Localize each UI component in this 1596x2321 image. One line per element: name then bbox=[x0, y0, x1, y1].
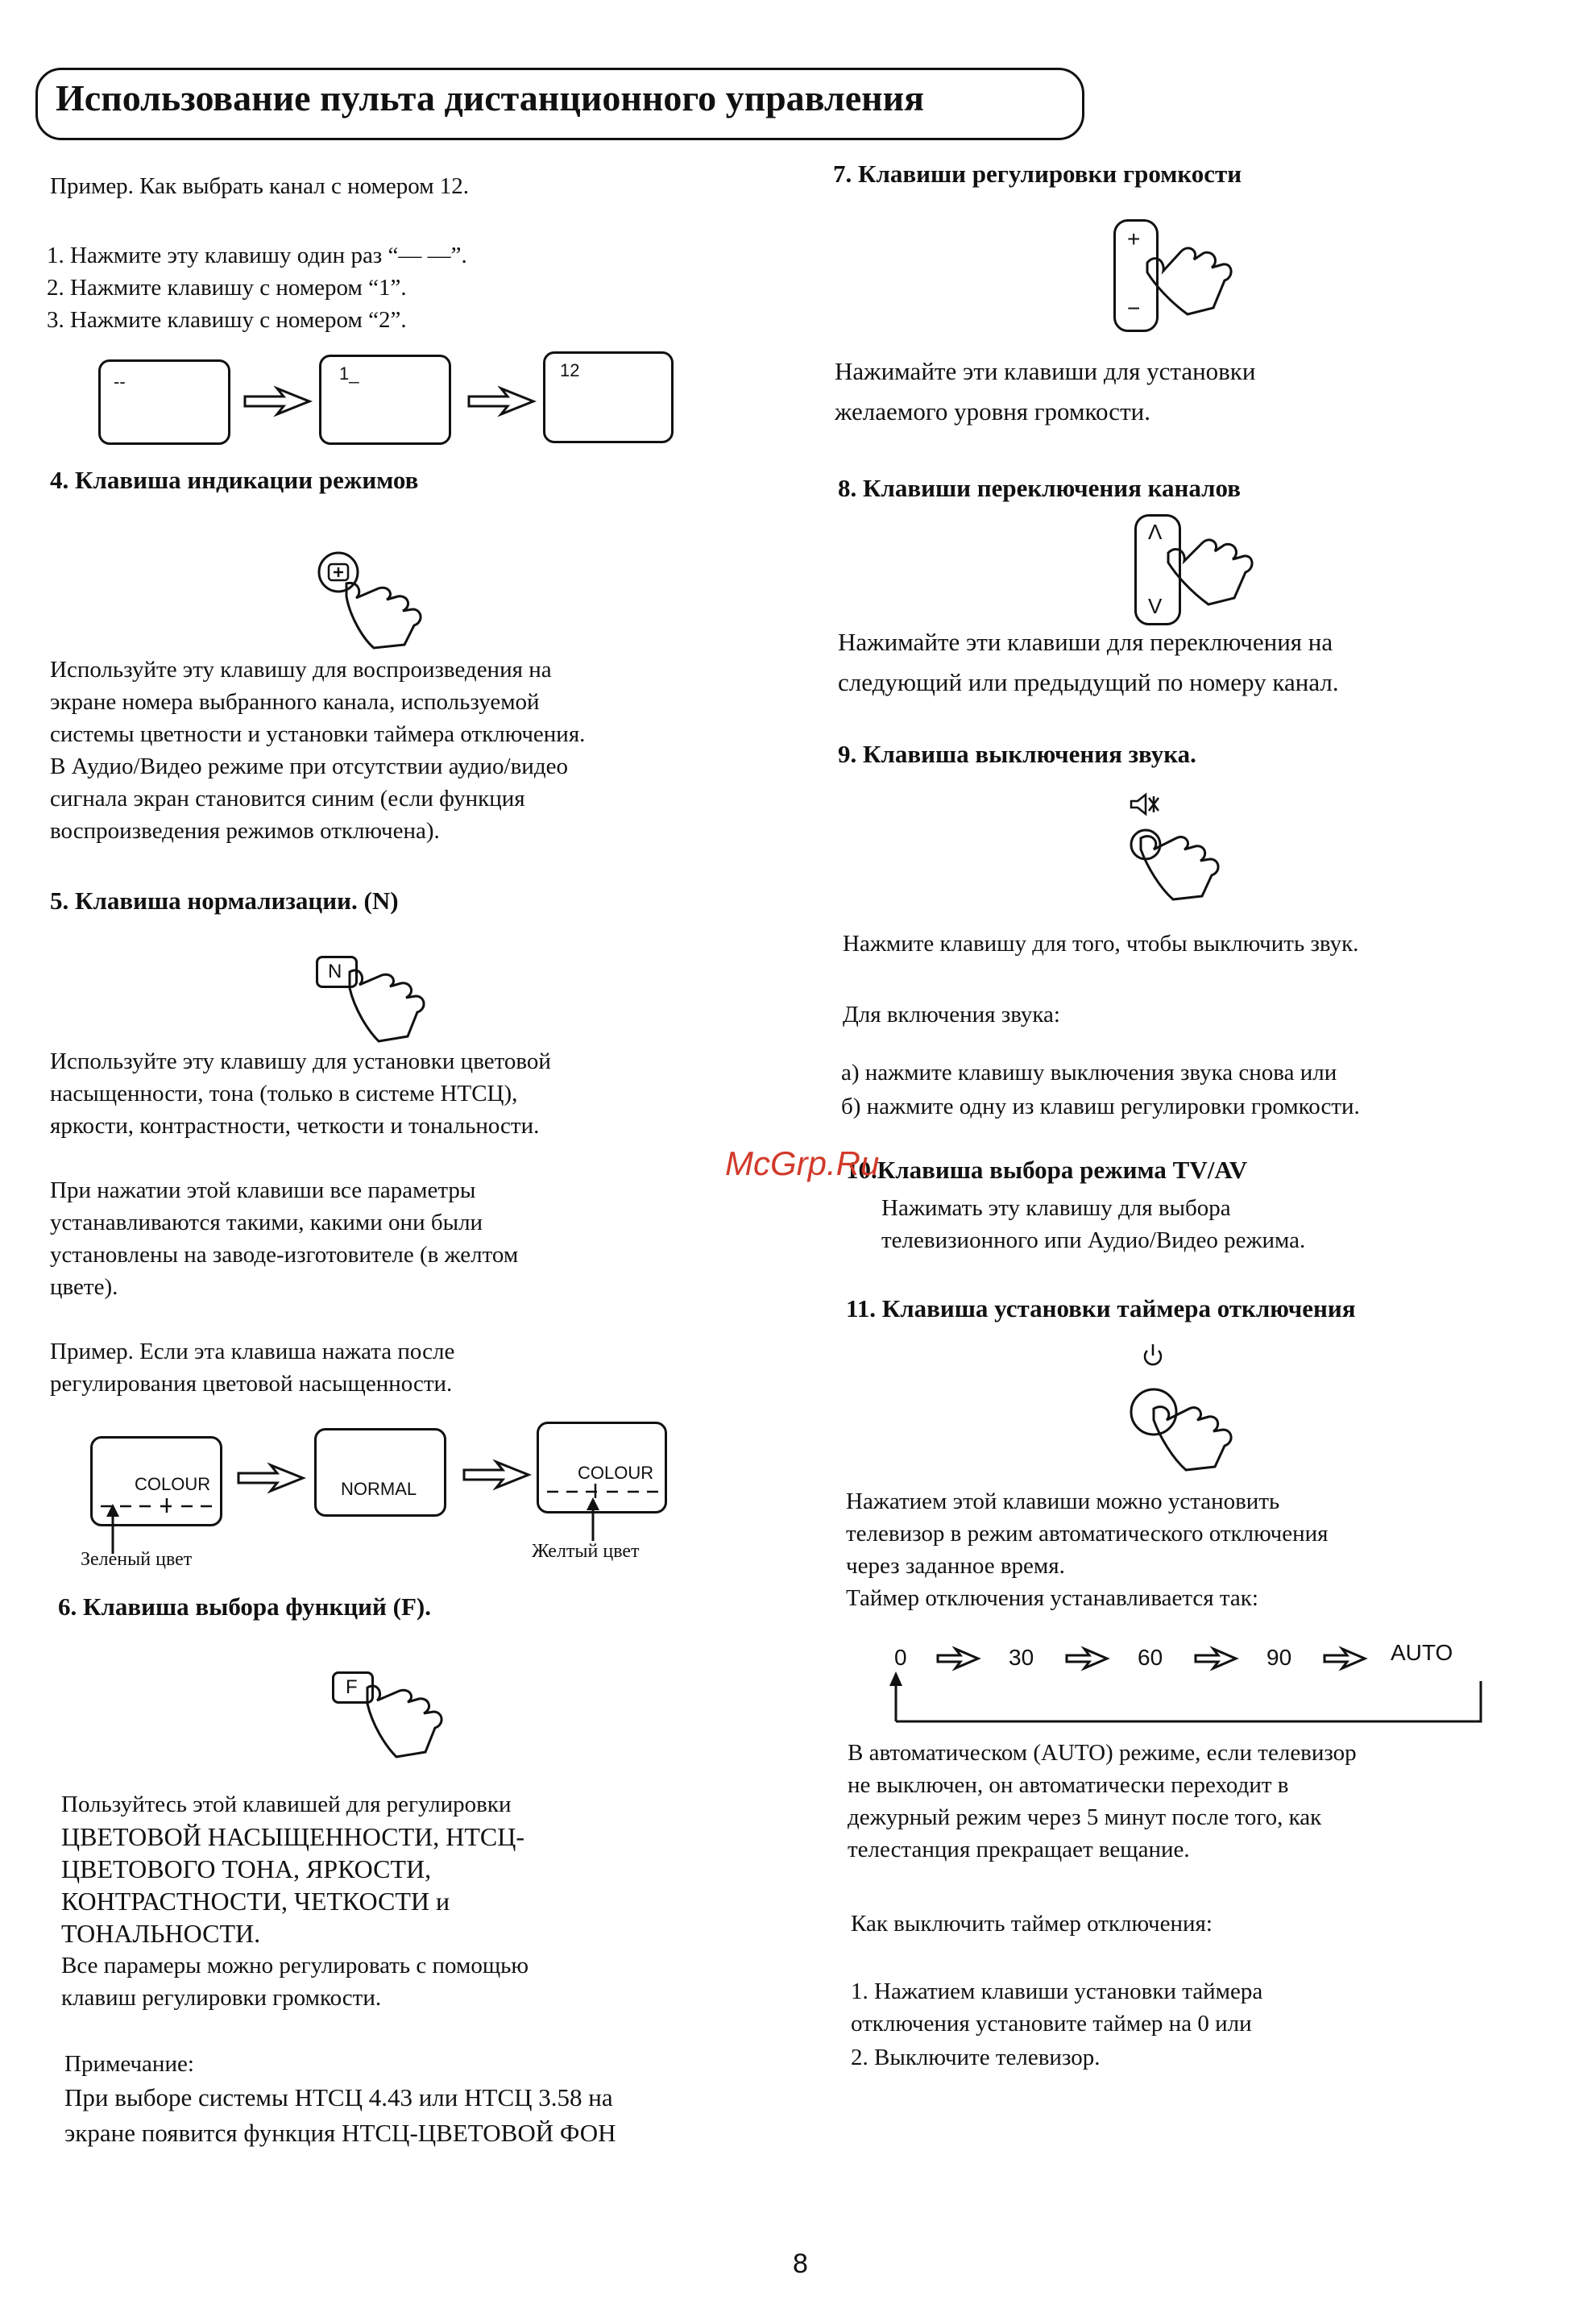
screen-3-label: 12 bbox=[560, 360, 580, 380]
timer-off-title: Как выключить таймер отключения: bbox=[851, 1911, 1213, 1937]
hand-press-icon bbox=[1144, 234, 1249, 330]
yellow-colour-label: Желтый цвет bbox=[532, 1541, 640, 1562]
normal-screen bbox=[314, 1428, 446, 1517]
section-6-heading: 6. Клавиша выбора функций (F). bbox=[58, 1592, 431, 1621]
section-7-line: желаемого уровня громкости. bbox=[835, 397, 1150, 426]
section-6-line: ТОНАЛЬНОСТИ. bbox=[61, 1919, 261, 1948]
note-line: экране появится функция НТСЦ-ЦВЕТОВОЙ ФОН bbox=[64, 2119, 616, 2147]
note-line: При выборе системы НТСЦ 4.43 или НТСЦ 3.58 на bbox=[64, 2083, 613, 2111]
arrow-right-icon bbox=[1321, 1647, 1370, 1670]
arrow-right-icon bbox=[235, 1462, 308, 1494]
section-5-line: устанавливаются такими, какими они были bbox=[50, 1210, 483, 1235]
section-6-line: Все парамеры можно регулировать с помощью bbox=[61, 1953, 529, 1978]
section-9-on-title: Для включения звука: bbox=[843, 1002, 1060, 1028]
screen-2 bbox=[319, 355, 451, 445]
colour-label: COLOUR bbox=[578, 1463, 654, 1483]
section-4-line: сигнала экран становится синим (если функция bbox=[50, 786, 525, 812]
colour-label: COLOUR bbox=[135, 1474, 211, 1494]
section-8-line: следующий или предыдущий по номеру канал. bbox=[838, 668, 1339, 696]
section-10-line: телевизионного ипи Аудио/Видео режима. bbox=[881, 1227, 1306, 1253]
section-4-line: В Аудио/Видео режиме при отсутствии аудио/видео bbox=[50, 754, 568, 779]
section-5-line: насыщенности, тона (только в системе НТСЦ), bbox=[50, 1081, 518, 1107]
note-title: Примечание: bbox=[64, 2051, 194, 2077]
channel-down-label: V bbox=[1148, 594, 1163, 618]
section-4-line: воспроизведения режимов отключена). bbox=[50, 818, 440, 844]
timer-key-hand-icon bbox=[1125, 1341, 1254, 1478]
hand-press-icon bbox=[1165, 529, 1270, 617]
section-8-line: Нажимайте эти клавиши для переключения на bbox=[838, 628, 1333, 656]
section-5-line: регулирования цветовой насыщенности. bbox=[50, 1371, 453, 1397]
section-5-line: Используйте эту клавишу для установки цветовой bbox=[50, 1048, 551, 1074]
section-4-line: экране номера выбранного канала, используемой bbox=[50, 689, 540, 715]
screen-3 bbox=[543, 351, 674, 443]
page-title-frame bbox=[35, 68, 1084, 140]
section-11-auto-line: дежурный режим через 5 минут после того, как bbox=[848, 1804, 1322, 1830]
n-key-label: N bbox=[328, 961, 342, 982]
section-5-line: яркости, контрастности, четкости и тональности. bbox=[50, 1113, 540, 1139]
step-3: 3. Нажмите клавишу с номером “2”. bbox=[47, 307, 407, 333]
section-11-auto-line: телестанция прекращает вещание. bbox=[848, 1837, 1190, 1862]
section-11-line: через заданное время. bbox=[846, 1553, 1065, 1579]
timer-loop-arrow-icon bbox=[886, 1668, 1499, 1725]
normal-label: NORMAL bbox=[341, 1479, 417, 1499]
screen-1-label: -- bbox=[114, 372, 126, 392]
section-5-line: цвете). bbox=[50, 1274, 118, 1300]
timer-off-step: отключения установите таймер на 0 или bbox=[851, 2011, 1252, 2037]
section-4-line: Используйте эту клавишу для воспроизведения на bbox=[50, 657, 552, 683]
page-number: 8 bbox=[793, 2248, 808, 2279]
screen-1 bbox=[98, 359, 230, 445]
section-5-line: Пример. Если эта клавиша нажата после bbox=[50, 1339, 455, 1364]
hand-press-icon bbox=[346, 964, 451, 1053]
section-4-line: системы цветности и установки таймера отключения. bbox=[50, 721, 586, 747]
channel-up-label: Λ bbox=[1148, 520, 1163, 544]
section-6-line: клавиш регулировки громкости. bbox=[61, 1985, 382, 2011]
arrow-right-icon bbox=[935, 1647, 983, 1670]
green-colour-label: Зеленый цвет bbox=[81, 1549, 193, 1570]
section-9-line: Нажмите клавишу для того, чтобы выключить звук. bbox=[843, 931, 1359, 957]
arrow-right-icon bbox=[1063, 1647, 1112, 1670]
section-11-line: телевизор в режим автоматического отключения bbox=[846, 1521, 1329, 1547]
section-5-line: установлены на заводе-изготовителе (в желтом bbox=[50, 1242, 519, 1268]
section-6-line: КОНТРАСТНОСТИ, ЧЕТКОСТИ и bbox=[61, 1887, 450, 1916]
section-5-heading: 5. Клавиша нормализации. (N) bbox=[50, 886, 399, 915]
section-10-heading: 10.Клавиша выбора режима TV/AV bbox=[846, 1156, 1248, 1184]
hand-press-icon bbox=[364, 1680, 469, 1768]
section-5-line: При нажатии этой клавиши все параметры bbox=[50, 1177, 476, 1203]
timer-off-step: 1. Нажатием клавиши установки таймера bbox=[851, 1978, 1263, 2004]
f-key-label: F bbox=[346, 1676, 358, 1698]
timer-step-auto: AUTO bbox=[1391, 1640, 1453, 1665]
section-11-auto-line: не выключен, он автоматически переходит в bbox=[848, 1772, 1289, 1798]
volume-up-label: + bbox=[1127, 226, 1141, 251]
section-10-line: Нажимать эту клавишу для выбора bbox=[881, 1195, 1231, 1221]
timer-step-60: 60 bbox=[1138, 1645, 1163, 1670]
section-9-option: б) нажмите одну из клавиш регулировки громкости. bbox=[841, 1094, 1360, 1119]
arrow-right-icon bbox=[466, 385, 538, 417]
section-9-option: а) нажмите клавишу выключения звука снова или bbox=[841, 1060, 1337, 1086]
volume-down-label: − bbox=[1127, 296, 1141, 321]
section-8-heading: 8. Клавиши переключения каналов bbox=[838, 474, 1242, 502]
section-11-auto-line: В автоматическом (AUTO) режиме, если телевизор bbox=[848, 1740, 1357, 1766]
section-11-line: Нажатием этой клавиши можно установить bbox=[846, 1489, 1280, 1514]
arrow-right-icon bbox=[242, 385, 314, 417]
page-title: Использование пульта дистанционного управления bbox=[56, 77, 925, 118]
timer-step-0: 0 bbox=[894, 1645, 907, 1670]
mute-key-hand-icon bbox=[1125, 793, 1246, 906]
section-9-heading: 9. Клавиша выключения звука. bbox=[838, 740, 1196, 768]
section-7-heading: 7. Клавиши регулировки громкости bbox=[833, 160, 1242, 188]
display-key-hand-icon bbox=[314, 548, 443, 653]
section-4-heading: 4. Клавиша индикации режимов bbox=[50, 466, 419, 494]
timer-off-step: 2. Выключите телевизор. bbox=[851, 2045, 1101, 2070]
section-6-line: ЦВЕТОВОЙ НАСЫЩЕННОСТИ, НТСЦ- bbox=[61, 1822, 524, 1851]
section-7-line: Нажимайте эти клавиши для установки bbox=[835, 357, 1256, 385]
section-6-line: Пользуйтесь этой клавишей для регулировки bbox=[61, 1792, 512, 1817]
step-1: 1. Нажмите эту клавишу один раз “— —”. bbox=[47, 243, 467, 268]
screen-2-label: 1_ bbox=[339, 363, 359, 384]
arrow-right-icon bbox=[461, 1459, 533, 1491]
section-11-heading: 11. Клавиша установки таймера отключения bbox=[846, 1294, 1356, 1322]
timer-step-90: 90 bbox=[1266, 1645, 1292, 1670]
section-11-line: Таймер отключения устанавливается так: bbox=[846, 1585, 1258, 1611]
watermark: McGrp.Ru bbox=[725, 1144, 880, 1182]
section-6-line: ЦВЕТОВОГО ТОНА, ЯРКОСТИ, bbox=[61, 1854, 432, 1883]
timer-step-30: 30 bbox=[1009, 1645, 1034, 1670]
arrow-right-icon bbox=[1192, 1647, 1241, 1670]
example-text: Пример. Как выбрать канал с номером 12. bbox=[50, 173, 470, 199]
step-2: 2. Нажмите клавишу с номером “1”. bbox=[47, 275, 407, 301]
